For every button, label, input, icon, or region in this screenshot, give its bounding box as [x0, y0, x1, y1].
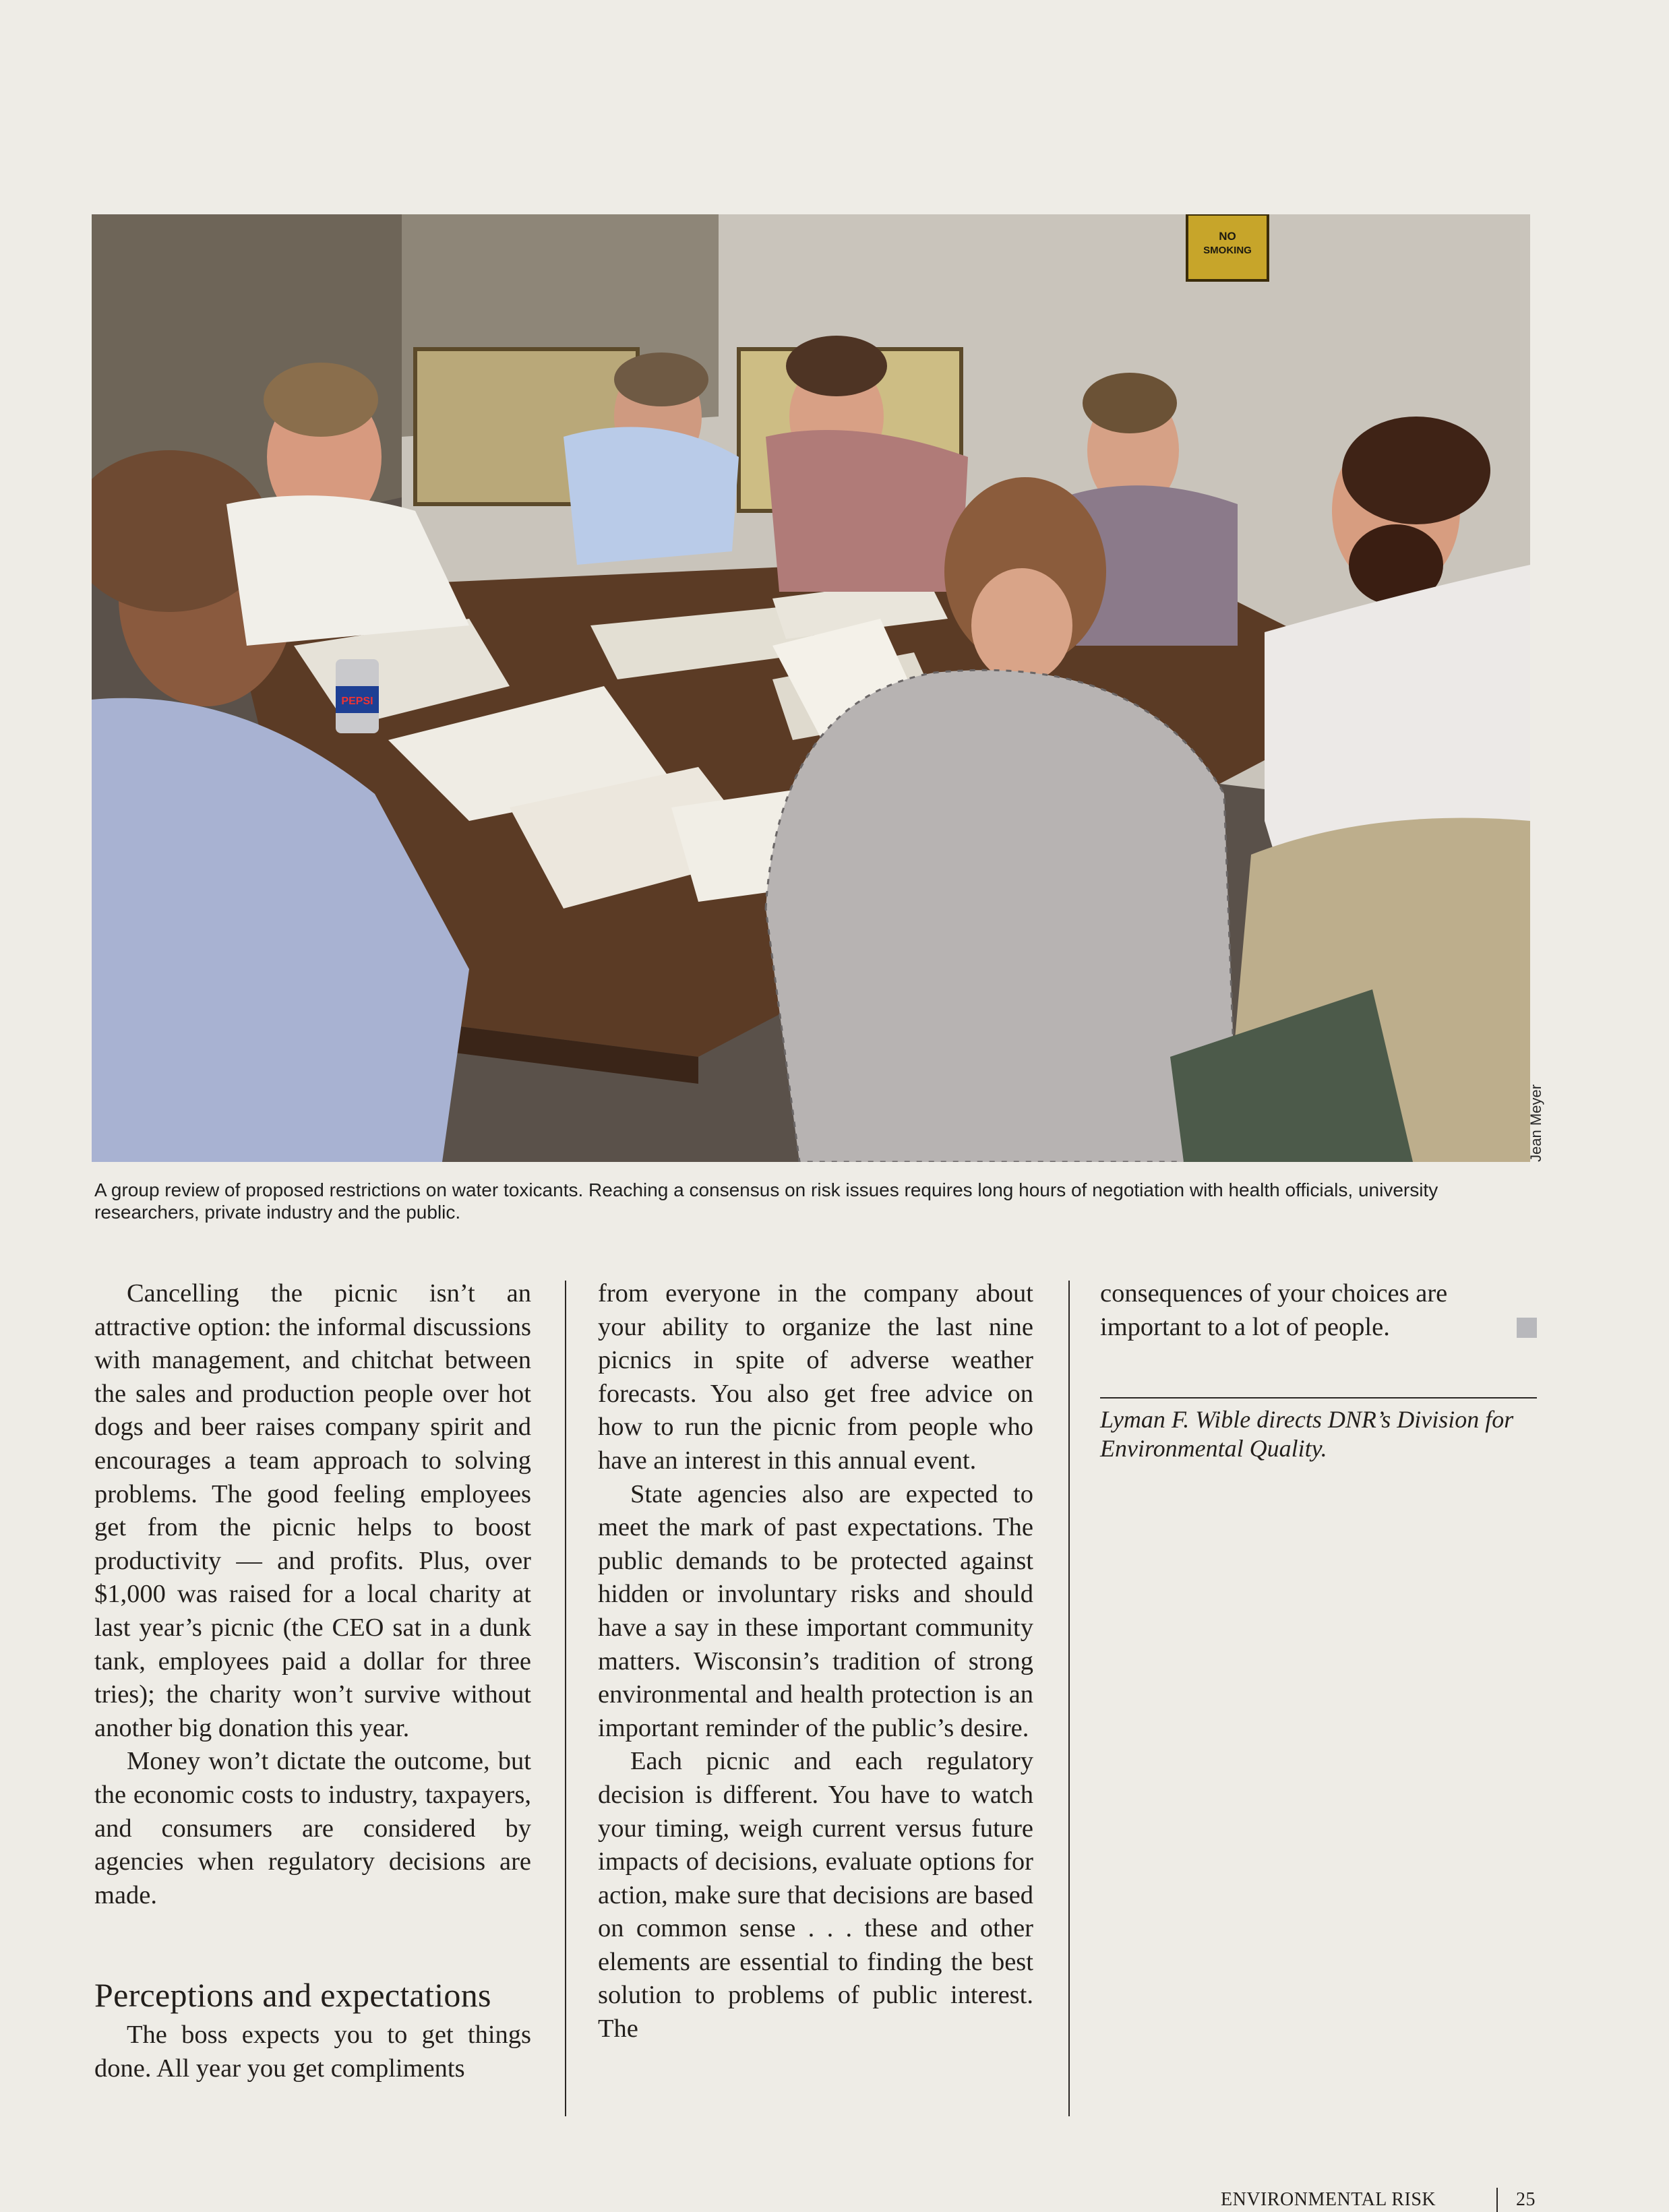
paragraph: Cancelling the picnic isn’t an attractive option: the informal discussions with management, and chitchat between the sales and production people over hot dogs and beer raises company spirit and encourages a team approach to solving problems. The good feeling employees get from the picnic helps to boost productivity — and profits. Plus, over $1,000 was raised for a local charity at last year’s picnic (the CEO sat in a dunk tank, employees paid a dollar for three tries); the charity won’t survive without another big donation this year.	[94, 1279, 531, 1742]
section-heading: Perceptions and expectations	[94, 1976, 491, 2015]
text-column-2	[598, 1277, 1033, 2046]
paragraph	[1100, 1277, 1537, 1344]
paragraph: The boss expects you to get things done. All year you get compliments	[94, 2021, 531, 2083]
paragraph: Money won’t dictate the outcome, but the economic costs to industry, taxpayers, and consumers are considered by agencies when regulatory decisions are made.	[94, 1747, 531, 1909]
footer-divider	[1496, 2188, 1498, 2212]
paragraph: State agencies also are expected to meet the mark of past expectations. The public demands to be protected against hidden or involuntary risks and should have a say in these important community matters. Wisconsin’s tradition of strong environmental and health protection is an important reminder of the public’s desire.	[598, 1479, 1033, 1742]
text-column-1	[94, 1277, 531, 2085]
paragraph: from everyone in the company about your ability to organize the last nine picnics in spite of adverse weather forecasts. You also get free advice on how to run the picnic from people who have an interest in this annual event.	[598, 1279, 1033, 1475]
column-divider	[565, 1281, 566, 2116]
running-footer: ENVIRONMENTAL RISK	[1221, 2189, 1436, 2210]
author-bio: Lyman F. Wible directs DNR’s Division for Environmental Quality.	[1100, 1406, 1514, 1462]
photo-credit: Jean Meyer	[1527, 1084, 1544, 1162]
column-divider	[1068, 1281, 1070, 2116]
sign-text-2: SMOKING	[1203, 245, 1252, 256]
bio-separator	[1100, 1397, 1537, 1399]
meeting-photo	[92, 214, 1530, 1162]
can-label: PEPSI	[341, 696, 373, 707]
text-column-3	[1100, 1277, 1537, 1344]
sign-text-1: NO	[1219, 230, 1236, 243]
paragraph: Each picnic and each regulatory decision is different. You have to watch your timing, weigh current versus future impacts of decisions, evaluate options for action, make sure that decisions are based on common sense . . . these and other elements are essential to finding the best solution to problems of public interest. The	[598, 1747, 1033, 2044]
photo-caption: A group review of proposed restrictions on water toxicants. Reaching a consensus on risk issues requires long hours of negotiation with health officials, university researchers, private industry and the public.	[94, 1179, 1438, 1223]
paragraph-text: consequences of your choices are important to a lot of people.	[1100, 1279, 1448, 1341]
end-of-article-mark	[1517, 1318, 1537, 1338]
page-number: 25	[1516, 2189, 1536, 2210]
meeting-photo-illustration	[92, 214, 1530, 1162]
